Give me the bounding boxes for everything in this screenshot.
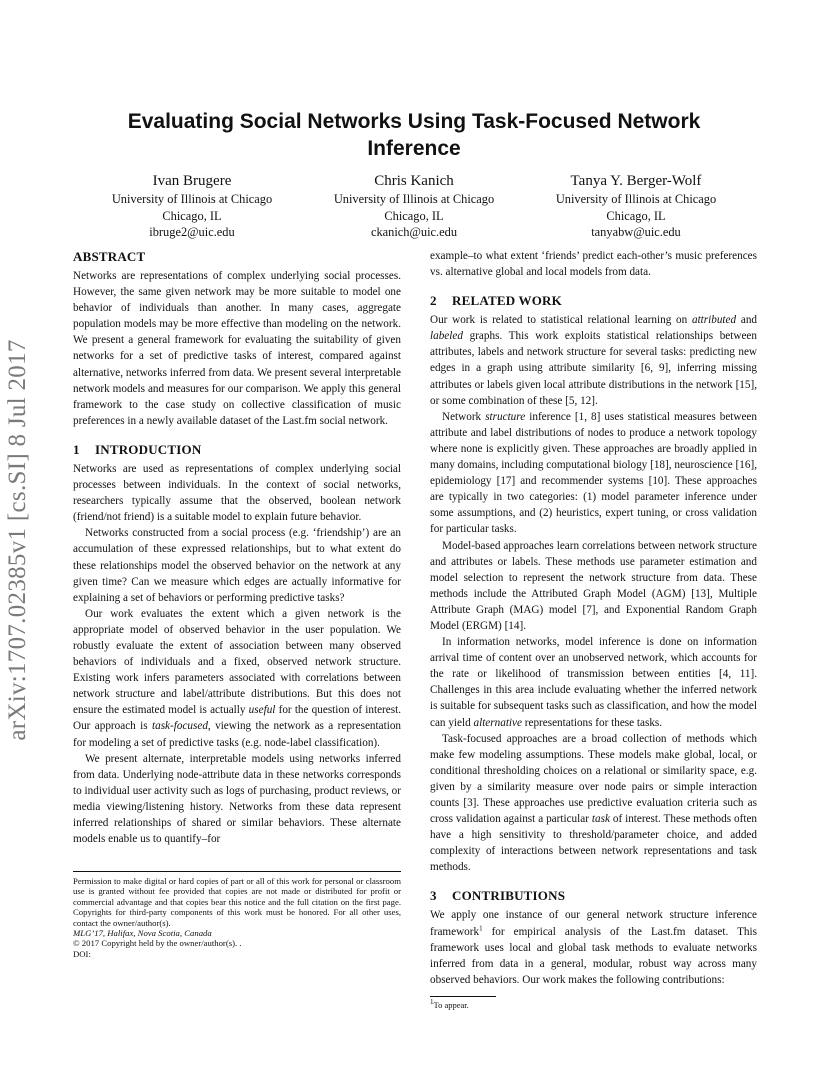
paragraph: Networks are used as representations of complex underlying social processes between individuals. In the context of social networks, researchers typically assume that the observed, boolean network (friend/not friend) is a suitable model to explain future behavior. [73,462,401,524]
section-title: INTRODUCTION [95,441,202,457]
author-location: Chicago, IL [384,208,444,223]
copyright: © 2017 Copyright held by the owner/author(s). . [73,938,242,949]
author-name: Ivan Brugere [152,173,232,189]
author-affiliation: University of Illinois at Chicago [333,192,495,206]
paragraph: Our work evaluates the extent which a given network is the appropriate model of observed behavior in the user population. We robustly evaluate the extent of association between many observed behaviors of individuals and a fixed, observed network structure. Existing work infers parameters associated with correlations between network structure and label/attribute distributions. But this does not ensure the estimated model is actually useful for the question of interest. Our approach is task-focused, viewing the network as a representation for modeling a set of predictive tasks (e.g. node-label classification). [73,607,402,749]
author-name: Tanya Y. Berger-Wolf [570,173,702,189]
author-affiliation: University of Illinois at Chicago [111,192,273,206]
permission-block [73,871,401,959]
footnote: $^1$To appear. [430,998,469,1010]
author-email: ibruge2@uic.edu [149,225,235,239]
paragraph: Network structure inference [1, 8] uses statistical measures between attribute and label distributions of nodes to produce a network topology where none is explicitly given. These approaches are broadly applied in many domains, including computational biology [18], neuroscience [16], epidemiology [17] and recommender systems [10]. These approaches are typically in two categories: (1) model parameter inference under some assumptions, and (2) heuristics, expert tuning, or cross validation for particular tasks. [430,410,757,536]
section-title: CONTRIBUTIONS [452,888,566,904]
author-name: Chris Kanich [374,173,454,189]
paragraph: We present alternate, interpretable models using networks inferred from data. Underlying node-attribute data in these networks corresponds to individual user activity such as logs of purchasing, product reviews, or media viewing/listening history. Networks from these data represent inferred relationships of shared or similar behaviors. These alternate models enable us to quantify–for [73,752,401,846]
arxiv-stamp: arXiv:1707.02385v1 [cs.SI] 8 Jul 2017 [4,339,31,741]
author-email: ckanich@uic.edu [370,225,458,239]
left-column [73,248,401,847]
abstract-heading: ABSTRACT [73,249,146,264]
section-number: 3 [430,888,437,904]
paper-title: Evaluating Social Networks Using Task-Focused Network Inference [127,110,701,160]
paragraph: Model-based approaches learn correlations between network structure and attributes or labels. These methods use parameter estimation and model selection to represent the network structure from data. These methods include the Attributed Graph Model (AGM) [13], Multiple Attribute Graph (MAG) model [7], and Exponential Random Graph Model (ERGM) [14]. [430,539,757,632]
author-email: tanyabw@uic.edu [591,225,681,239]
paragraph: In information networks, model inference is done on information arrival time of content over an unobserved network, which accounts for the rate or likelihood of transmission between entities [4, 11]. Challenges in this area include evaluating whether the inferred network is suitable for subsequent tasks such as classification, and how the model can yield alternative representations for these tasks. [430,636,757,729]
section-title: RELATED WORK [452,293,562,309]
permission-text: Permission to make digital or hard copies of part or all of this work for personal or classroom use is granted without fee provided that copies are not made or distributed for profit or commercial advantage and that copies bear this notice and the full citation on the first page. Copyrights for third-party components of this work must be honored. For all other uses, contact the owner/author(s). [73,876,401,928]
author-block [526,172,746,241]
paragraph: example–to what extent ‘friends’ predict each-other’s music preferences vs. alternative global and local models from data. [430,250,757,279]
section-number: 1 [73,441,80,457]
author-location: Chicago, IL [606,208,666,223]
footnote-divider [430,996,496,997]
author-block [82,172,302,241]
author-affiliation: University of Illinois at Chicago [555,192,717,206]
paragraph: We apply one instance of our general network structure inference framework$^1$ for empirical analysis of the Last.fm dataset. This framework uses local and global task methods to evaluate networks inferred from data in a general, modular, robust way across many observed behaviors. Our work makes the following contributions: [430,909,757,986]
section-heading-contributions [430,887,757,905]
paragraph: Networks constructed from a social process (e.g. ‘friendship’) are an accumulation of these expressed relationships, but to what extent do these relationships model the observed behavior on the network at any given time? Can we measure which edges are actually informative for explaining a set of behaviors or performing predictive tasks? [73,527,401,604]
section-number: 2 [430,293,437,309]
abstract-text: Networks are representations of complex underlying social processes. However, the same given network may be more suitable to model one behavior of individuals than another. In many cases, aggregate population models may be more effective than modeling on the network. We present a general framework for evaluating the suitability of given networks for a set of predictive tasks of interest, compared against alternative, networks inferred from data. We present several interpretable network models and measures for our comparison. We apply this general framework to the case study on collective classification of music preferences in a newly available dataset of the Last.fm social network. [73,270,401,427]
doi: DOI: [73,948,91,959]
right-column [430,248,757,1011]
author-block [304,172,524,241]
section-heading-related-work [430,292,757,310]
venue: MLG’17, Halifax, Nova Scotia, Canada [73,928,212,939]
author-location: Chicago, IL [162,208,222,223]
divider [73,871,401,872]
section-heading-introduction [73,441,401,459]
paragraph: Task-focused approaches are a broad collection of methods which make few modeling assumptions. These models make global, local, or conditional thresholding choices on a relational or similarity space, e.g. given by a similarity measure over node pairs or simple interaction counts [3]. These approaches use predictive evaluation criteria such as cross validation against a particular task of interest. These methods often have a high sensitivity to threshold/parameter choice, and added complexity of interactions between network representations and task methods. [430,732,758,874]
paragraph: Our work is related to statistical relational learning on attributed and labeled graphs. This work exploits statistical relationships between attributes, labels and network structure for several tasks: predicting new edges in a graph using attribute similarity [6, 9], inferring missing attributes or labels given local attribute distributions in the network [15], or some combination of these [5, 12]. [430,314,758,407]
